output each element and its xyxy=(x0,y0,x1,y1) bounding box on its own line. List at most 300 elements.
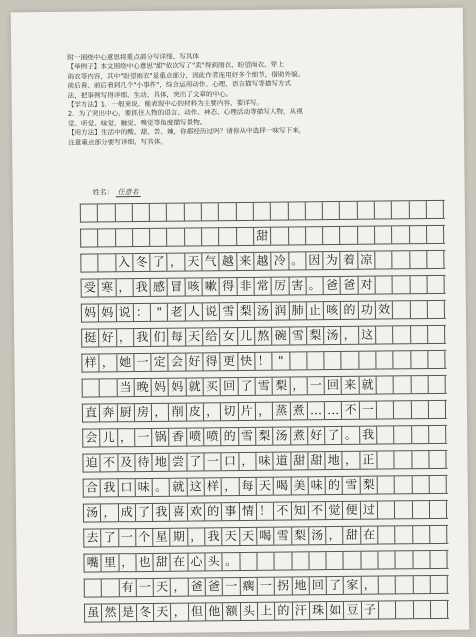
worksheet-paper xyxy=(11,8,469,635)
grid-cell: 一 xyxy=(307,377,324,394)
grid-cell: 天 xyxy=(257,478,274,495)
grid-cell: 子 xyxy=(362,602,379,619)
composition-grid xyxy=(80,200,449,629)
grid-cell xyxy=(427,251,444,268)
grid-cell xyxy=(344,552,361,569)
grid-cell: 知 xyxy=(291,502,308,519)
grid-cell: ， xyxy=(204,403,221,420)
grid-cell: ， xyxy=(343,452,360,469)
grid-cell: 嘴 xyxy=(84,554,101,571)
grid-cell: 非 xyxy=(237,278,254,295)
grid-cell: ， xyxy=(117,329,134,346)
grid-cell xyxy=(100,379,117,396)
grid-cell xyxy=(396,551,413,568)
grid-cell: 效 xyxy=(376,301,393,318)
grid-cell: 雪 xyxy=(274,527,291,544)
grid-cell: 好 xyxy=(186,353,203,370)
grid-cell: 豆 xyxy=(344,602,361,619)
grid-row xyxy=(83,475,448,498)
grid-cell: 我 xyxy=(153,504,170,521)
grid-cell xyxy=(392,201,409,218)
grid-cell: 喝 xyxy=(257,528,274,545)
grid-cell: 一 xyxy=(223,578,240,595)
grid-cell xyxy=(361,552,378,569)
grid-cell xyxy=(85,579,102,596)
grid-cell: 的 xyxy=(341,302,358,319)
grid-cell: 味 xyxy=(256,453,273,470)
grid-cell: 一 xyxy=(137,579,154,596)
grid-cell xyxy=(98,204,115,221)
grid-cell: 每 xyxy=(169,329,186,346)
grid-cell: ， xyxy=(222,478,239,495)
grid-cell: 喷 xyxy=(187,428,204,445)
grid-cell: 越 xyxy=(220,253,237,270)
grid-cell: ， xyxy=(290,377,307,394)
grid-cell: ， xyxy=(119,554,136,571)
grid-cell xyxy=(358,202,375,219)
grid-cell: ， xyxy=(171,604,188,621)
grid-cell: 。 xyxy=(306,277,323,294)
instruction-line: 觉、听觉、味觉、触觉、嗅觉等角度描写景物。 xyxy=(67,118,207,128)
grid-cell: 。 xyxy=(343,427,360,444)
grid-cell xyxy=(394,351,411,368)
grid-cell: 道 xyxy=(274,452,291,469)
grid-cell: ， xyxy=(101,504,118,521)
grid-cell: 额 xyxy=(223,603,240,620)
grid-cell: 雪 xyxy=(220,303,237,320)
grid-cell: 了 xyxy=(187,453,204,470)
grid-cell xyxy=(378,476,395,493)
grid-cell: 天 xyxy=(185,253,202,270)
grid-cell xyxy=(167,204,184,221)
grid-cell xyxy=(327,552,344,569)
grid-cell: 里 xyxy=(102,554,119,571)
grid-cell: 女 xyxy=(220,328,237,345)
grid-cell xyxy=(150,204,167,221)
grid-cell xyxy=(410,276,427,293)
grid-cell: 更 xyxy=(221,353,238,370)
grid-cell xyxy=(115,204,132,221)
grid-cell xyxy=(290,352,307,369)
grid-cell: 每 xyxy=(239,478,256,495)
grid-cell xyxy=(393,251,410,268)
grid-cell: 然 xyxy=(102,604,119,621)
grid-cell: 得 xyxy=(220,278,237,295)
grid-cell: 一 xyxy=(360,402,377,419)
grid-cell: 有 xyxy=(119,579,136,596)
grid-cell xyxy=(377,401,394,418)
grid-row xyxy=(81,300,446,323)
grid-cell: 爸 xyxy=(206,578,223,595)
grid-cell xyxy=(413,501,430,518)
grid-cell: 地 xyxy=(326,452,343,469)
grid-cell: 感 xyxy=(151,279,168,296)
grid-cell: 汤 xyxy=(273,427,290,444)
grid-cell: ， xyxy=(256,403,273,420)
grid-cell xyxy=(271,202,288,219)
grid-cell: 过 xyxy=(361,502,378,519)
grid-cell: 汤 xyxy=(84,504,101,521)
grid-cell xyxy=(428,351,445,368)
grid-cell: ： xyxy=(134,304,151,321)
grid-cell xyxy=(202,203,219,220)
grid-cell: 越 xyxy=(254,253,271,270)
grid-cell: 梨 xyxy=(360,477,377,494)
grid-cell: 咳 xyxy=(324,302,341,319)
grid-cell: 肺 xyxy=(289,302,306,319)
grid-cell: ， xyxy=(342,327,359,344)
grid-cell: 挺 xyxy=(82,329,99,346)
grid-cell: 碗 xyxy=(272,327,289,344)
grid-cell xyxy=(427,276,444,293)
grid-cell xyxy=(292,552,309,569)
grid-cell xyxy=(81,229,98,246)
grid-cell xyxy=(431,601,448,618)
grid-cell: 在 xyxy=(361,527,378,544)
grid-cell: 。 xyxy=(153,479,170,496)
grid-cell: 。 xyxy=(223,553,240,570)
grid-cell xyxy=(324,352,341,369)
grid-cell: 这 xyxy=(359,327,376,344)
grid-cell xyxy=(323,202,340,219)
grid-cell: 觉 xyxy=(326,502,343,519)
grid-cell: 一 xyxy=(119,529,136,546)
grid-cell: ， xyxy=(100,354,117,371)
grid-cell: 梨 xyxy=(237,303,254,320)
grid-cell: 快 xyxy=(238,353,255,370)
grid-cell: 我 xyxy=(101,479,118,496)
grid-cell: 煮 xyxy=(290,402,307,419)
grid-cell xyxy=(411,351,428,368)
grid-cell: 天 xyxy=(154,604,171,621)
grid-cell: 欢 xyxy=(188,503,205,520)
grid-cell: 不 xyxy=(342,402,359,419)
grid-cell: ， xyxy=(361,577,378,594)
grid-cell: 因 xyxy=(306,252,323,269)
grid-cell xyxy=(430,501,447,518)
grid-cell: 皮 xyxy=(187,403,204,420)
grid-cell xyxy=(81,254,98,271)
grid-cell: 冬 xyxy=(137,604,154,621)
grid-cell xyxy=(376,351,393,368)
grid-cell: 在 xyxy=(171,554,188,571)
grid-cell xyxy=(412,476,429,493)
grid-cell: 甜 xyxy=(308,452,325,469)
grid-cell: 但 xyxy=(189,603,206,620)
grid-cell: 便 xyxy=(343,502,360,519)
grid-cell: 对 xyxy=(358,277,375,294)
grid-cell: 得 xyxy=(203,353,220,370)
grid-cell: 直 xyxy=(83,404,100,421)
grid-cell: ！ xyxy=(255,353,272,370)
grid-cell: 天 xyxy=(154,579,171,596)
grid-cell: 情 xyxy=(240,503,257,520)
grid-cell: 好 xyxy=(308,427,325,444)
grid-cell xyxy=(393,276,410,293)
instruction-line: 2．为了突出中心，要抓住人物的语言、动作、神态、心理活动等描写人物，从视 xyxy=(67,107,303,119)
grid-cell xyxy=(378,501,395,518)
grid-cell: ， xyxy=(171,579,188,596)
grid-cell: 寒 xyxy=(99,279,116,296)
grid-cell: 润 xyxy=(272,302,289,319)
grid-cell: 煮 xyxy=(291,427,308,444)
grid-cell: 样 xyxy=(205,478,222,495)
grid-cell xyxy=(394,376,411,393)
grid-cell: 期 xyxy=(171,529,188,546)
grid-cell xyxy=(430,476,447,493)
grid-row xyxy=(82,425,447,448)
grid-row xyxy=(80,225,445,248)
instruction-line: 法，把事例写得详细、生动、具体，突出了文章的中心。 xyxy=(67,89,233,100)
grid-cell: 甜 xyxy=(344,527,361,544)
grid-cell xyxy=(375,251,392,268)
grid-cell xyxy=(393,326,410,343)
grid-cell: 常 xyxy=(255,278,272,295)
grid-cell: 片 xyxy=(239,403,256,420)
grid-cell: 拐 xyxy=(275,577,292,594)
grid-cell: 口 xyxy=(222,453,239,470)
grid-cell xyxy=(428,326,445,343)
grid-cell: 晚 xyxy=(134,379,151,396)
grid-row xyxy=(82,375,447,398)
grid-cell xyxy=(378,526,395,543)
grid-cell xyxy=(395,476,412,493)
grid-cell xyxy=(133,204,150,221)
grid-cell: 一 xyxy=(134,354,151,371)
grid-cell: 害 xyxy=(289,277,306,294)
grid-cell xyxy=(394,426,411,443)
grid-cell xyxy=(288,202,305,219)
grid-cell: 爸 xyxy=(341,277,358,294)
grid-cell: 雪 xyxy=(256,378,273,395)
grid-cell: 妈 xyxy=(169,379,186,396)
grid-cell xyxy=(185,228,202,245)
grid-cell xyxy=(307,352,324,369)
grid-cell: 迫 xyxy=(83,454,100,471)
grid-cell: 冬 xyxy=(133,254,150,271)
grid-cell: ， xyxy=(118,429,135,446)
instructions-block xyxy=(67,50,416,148)
grid-cell xyxy=(430,526,447,543)
grid-cell: 爸 xyxy=(188,578,205,595)
grid-row xyxy=(83,500,448,523)
instruction-line: 雨衣等内容，其中"盼望雨衣"是重点部分，因此作者连用好多个细节，借助外貌、 xyxy=(67,70,305,81)
grid-cell: 厉 xyxy=(272,277,289,294)
grid-cell: 功 xyxy=(359,302,376,319)
grid-cell: ， xyxy=(239,453,256,470)
grid-cell: 汤 xyxy=(324,327,341,344)
grid-cell: 梨 xyxy=(256,428,273,445)
grid-cell: 房 xyxy=(135,404,152,421)
grid-cell xyxy=(396,601,413,618)
grid-cell: 尝 xyxy=(170,454,187,471)
instruction-line: 注意重点部分要写详细、写具体。 xyxy=(68,137,168,147)
grid-cell: 就 xyxy=(359,377,376,394)
grid-cell: 虽 xyxy=(85,604,102,621)
grid-cell: 了 xyxy=(101,529,118,546)
grid-cell xyxy=(340,227,357,244)
grid-cell: 妈 xyxy=(152,379,169,396)
grid-cell xyxy=(429,376,446,393)
grid-cell: 会 xyxy=(83,429,100,446)
grid-cell: 着 xyxy=(341,252,358,269)
grid-cell xyxy=(306,202,323,219)
grid-cell xyxy=(254,203,271,220)
grid-cell xyxy=(395,451,412,468)
grid-cell xyxy=(411,376,428,393)
grid-cell: 汗 xyxy=(293,602,310,619)
grid-cell: 会 xyxy=(169,354,186,371)
name-row xyxy=(93,187,141,198)
grid-cell: 就 xyxy=(170,479,187,496)
grid-cell: 切 xyxy=(221,403,238,420)
grid-cell xyxy=(240,553,257,570)
grid-cell xyxy=(376,326,393,343)
grid-cell xyxy=(411,401,428,418)
grid-cell: 甜 xyxy=(154,554,171,571)
grid-cell: 天 xyxy=(223,528,240,545)
grid-cell xyxy=(133,229,150,246)
grid-cell: 家 xyxy=(344,577,361,594)
grid-cell: 香 xyxy=(170,429,187,446)
grid-cell xyxy=(379,601,396,618)
grid-cell: 回 xyxy=(221,378,238,395)
grid-cell xyxy=(219,228,236,245)
grid-cell: 了 xyxy=(238,378,255,395)
grid-row xyxy=(80,200,445,223)
grid-cell: 甜 xyxy=(291,452,308,469)
grid-cell xyxy=(431,576,448,593)
grid-cell xyxy=(99,254,116,271)
grid-cell: 回 xyxy=(310,577,327,594)
grid-cell: 好 xyxy=(99,329,116,346)
grid-cell xyxy=(427,226,444,243)
grid-cell xyxy=(414,601,431,618)
grid-cell xyxy=(102,579,119,596)
grid-cell xyxy=(306,227,323,244)
grid-cell: 当 xyxy=(117,379,134,396)
grid-cell: 待 xyxy=(135,454,152,471)
grid-cell: 的 xyxy=(275,602,292,619)
grid-cell: 地 xyxy=(292,577,309,594)
grid-cell xyxy=(428,301,445,318)
grid-row xyxy=(81,350,446,373)
grid-cell xyxy=(323,227,340,244)
grid-cell: 买 xyxy=(204,378,221,395)
grid-cell: 削 xyxy=(169,404,186,421)
grid-cell: " xyxy=(151,304,168,321)
grid-cell xyxy=(409,201,426,218)
grid-cell xyxy=(412,426,429,443)
grid-cell xyxy=(342,352,359,369)
grid-cell: 了 xyxy=(325,427,342,444)
grid-cell: 喜 xyxy=(170,504,187,521)
grid-cell: 味 xyxy=(136,479,153,496)
grid-cell: 珠 xyxy=(310,602,327,619)
grid-cell xyxy=(410,251,427,268)
grid-cell: 如 xyxy=(327,602,344,619)
instruction-line: 【举例子】本文围绕中心意思"甜"依次写了"卖"得到雨衣、盼望雨衣、穿上 xyxy=(67,60,284,72)
grid-cell: 。 xyxy=(289,252,306,269)
grid-cell: 我 xyxy=(360,427,377,444)
grid-cell xyxy=(309,552,326,569)
grid-cell: 头 xyxy=(206,553,223,570)
grid-cell: 心 xyxy=(188,553,205,570)
grid-cell xyxy=(430,551,447,568)
grid-cell xyxy=(393,301,410,318)
grid-cell: 入 xyxy=(116,254,133,271)
grid-cell xyxy=(271,227,288,244)
grid-cell: 的 xyxy=(205,503,222,520)
grid-cell: " xyxy=(273,352,290,369)
grid-cell xyxy=(427,201,444,218)
grid-cell: … xyxy=(325,402,342,419)
grid-cell xyxy=(375,201,392,218)
grid-cell: 气 xyxy=(202,253,219,270)
grid-cell: 冷 xyxy=(272,252,289,269)
grid-cell: 甜 xyxy=(254,228,271,245)
grid-cell xyxy=(429,401,446,418)
student-name: 任意名 xyxy=(116,188,141,197)
grid-cell: 天 xyxy=(186,328,203,345)
grid-row xyxy=(83,525,448,548)
grid-cell: 妈 xyxy=(99,304,116,321)
grid-cell: 冒 xyxy=(168,279,185,296)
grid-cell: 说 xyxy=(203,303,220,320)
grid-cell: 熬 xyxy=(255,328,272,345)
grid-cell: 我 xyxy=(205,528,222,545)
grid-cell xyxy=(168,229,185,246)
grid-cell xyxy=(377,451,394,468)
grid-cell: 美 xyxy=(291,477,308,494)
grid-cell xyxy=(275,552,292,569)
grid-cell xyxy=(185,203,202,220)
grid-cell xyxy=(83,379,100,396)
grid-cell xyxy=(377,376,394,393)
grid-cell: 这 xyxy=(187,478,204,495)
grid-row xyxy=(81,275,446,298)
grid-cell: 受 xyxy=(82,279,99,296)
grid-cell: 样 xyxy=(82,354,99,371)
grid-cell xyxy=(377,426,394,443)
grid-cell: 一 xyxy=(135,429,152,446)
grid-cell: 定 xyxy=(152,354,169,371)
grid-row xyxy=(82,450,447,473)
grid-cell: 就 xyxy=(186,378,203,395)
grid-cell: 星 xyxy=(153,529,170,546)
grid-cell xyxy=(396,576,413,593)
grid-cell xyxy=(413,551,430,568)
grid-cell: 奔 xyxy=(100,404,117,421)
grid-cell: 一 xyxy=(258,578,275,595)
grid-cell xyxy=(202,228,219,245)
grid-row xyxy=(81,325,446,348)
grid-cell: 正 xyxy=(360,452,377,469)
grid-cell: 也 xyxy=(136,554,153,571)
grid-cell xyxy=(359,352,376,369)
grid-cell xyxy=(429,426,446,443)
grid-cell: 不 xyxy=(309,502,326,519)
grid-cell: 凉 xyxy=(358,252,375,269)
grid-cell: 妈 xyxy=(82,304,99,321)
grid-cell xyxy=(410,301,427,318)
grid-cell: 合 xyxy=(84,479,101,496)
grid-cell: 为 xyxy=(323,252,340,269)
name-label: 姓名： xyxy=(92,188,114,197)
grid-cell: 喷 xyxy=(204,428,221,445)
grid-cell: 头 xyxy=(241,603,258,620)
grid-cell xyxy=(376,276,393,293)
